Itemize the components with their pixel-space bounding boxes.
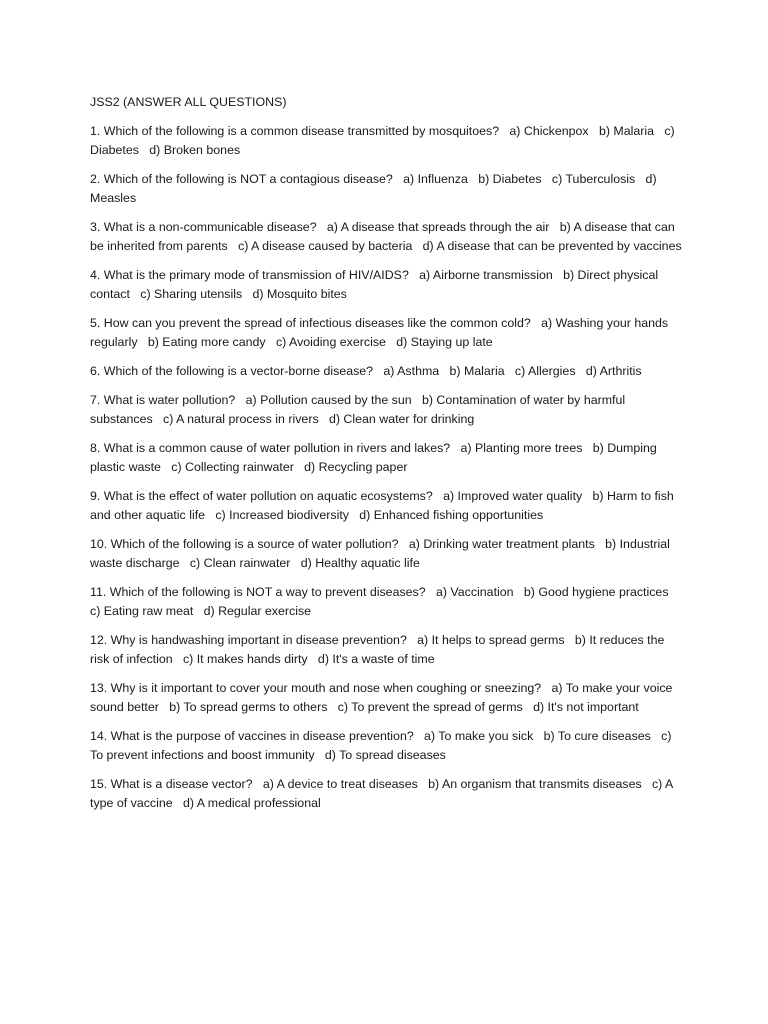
question-9: 9. What is the effect of water pollution on aquatic ecosystems? a) Improved water quality b) Harm to fish and other aquatic life c) Increased biodiversity d) Enhanced fishing opportunities <box>90 489 678 522</box>
question-8: 8. What is a common cause of water pollution in rivers and lakes? a) Planting more trees b) Dumping plastic waste c) Collecting rainwater d) Recycling paper <box>90 441 661 474</box>
question-12: 12. Why is handwashing important in disease prevention? a) It helps to spread germs b) It reduces the risk of infection c) It makes hands dirty d) It's a waste of time <box>90 633 668 666</box>
question-15: 15. What is a disease vector? a) A device to treat diseases b) An organism that transmits diseases c) A type of vaccine d) A medical professional <box>90 777 677 810</box>
question-4: 4. What is the primary mode of transmission of HIV/AIDS? a) Airborne transmission b) Direct physical contact c) Sharing utensils d) Mosquito bites <box>90 268 662 301</box>
question-5: 5. How can you prevent the spread of infectious diseases like the common cold? a) Washing your hands regularly b) Eating more candy c) Avoiding exercise d) Staying up late <box>90 316 672 349</box>
question-13: 13. Why is it important to cover your mouth and nose when coughing or sneezing? a) To make your voice sound better b) To spread germs to others c) To prevent the spread of germs d) It's not important <box>90 681 676 714</box>
question-2: 2. Which of the following is NOT a contagious disease? a) Influenza b) Diabetes c) Tuberculosis d) Measles <box>90 172 661 205</box>
question-10: 10. Which of the following is a source of water pollution? a) Drinking water treatment plants b) Industrial waste discharge c) Clean rainwater d) Healthy aquatic life <box>90 537 674 570</box>
document-body <box>90 93 682 823</box>
question-1: 1. Which of the following is a common disease transmitted by mosquitoes? a) Chickenpox b) Malaria c) Diabetes d) Broken bones <box>90 124 679 157</box>
question-3: 3. What is a non-communicable disease? a) A disease that spreads through the air b) A disease that can be inherited from parents c) A disease caused by bacteria d) A disease that can be prevented by vaccines <box>90 220 682 253</box>
document-heading: JSS2 (ANSWER ALL QUESTIONS) <box>90 95 287 109</box>
question-14: 14. What is the purpose of vaccines in disease prevention? a) To make you sick b) To cure diseases c) To prevent infections and boost immunity d) To spread diseases <box>90 729 675 762</box>
question-11: 11. Which of the following is NOT a way to prevent diseases? a) Vaccination b) Good hygiene practices c) Eating raw meat d) Regular exercise <box>90 585 679 618</box>
question-7: 7. What is water pollution? a) Pollution caused by the sun b) Contamination of water by harmful substances c) A natural process in rivers d) Clean water for drinking <box>90 393 629 426</box>
question-6: 6. Which of the following is a vector-borne disease? a) Asthma b) Malaria c) Allergies d) Arthritis <box>90 364 642 378</box>
